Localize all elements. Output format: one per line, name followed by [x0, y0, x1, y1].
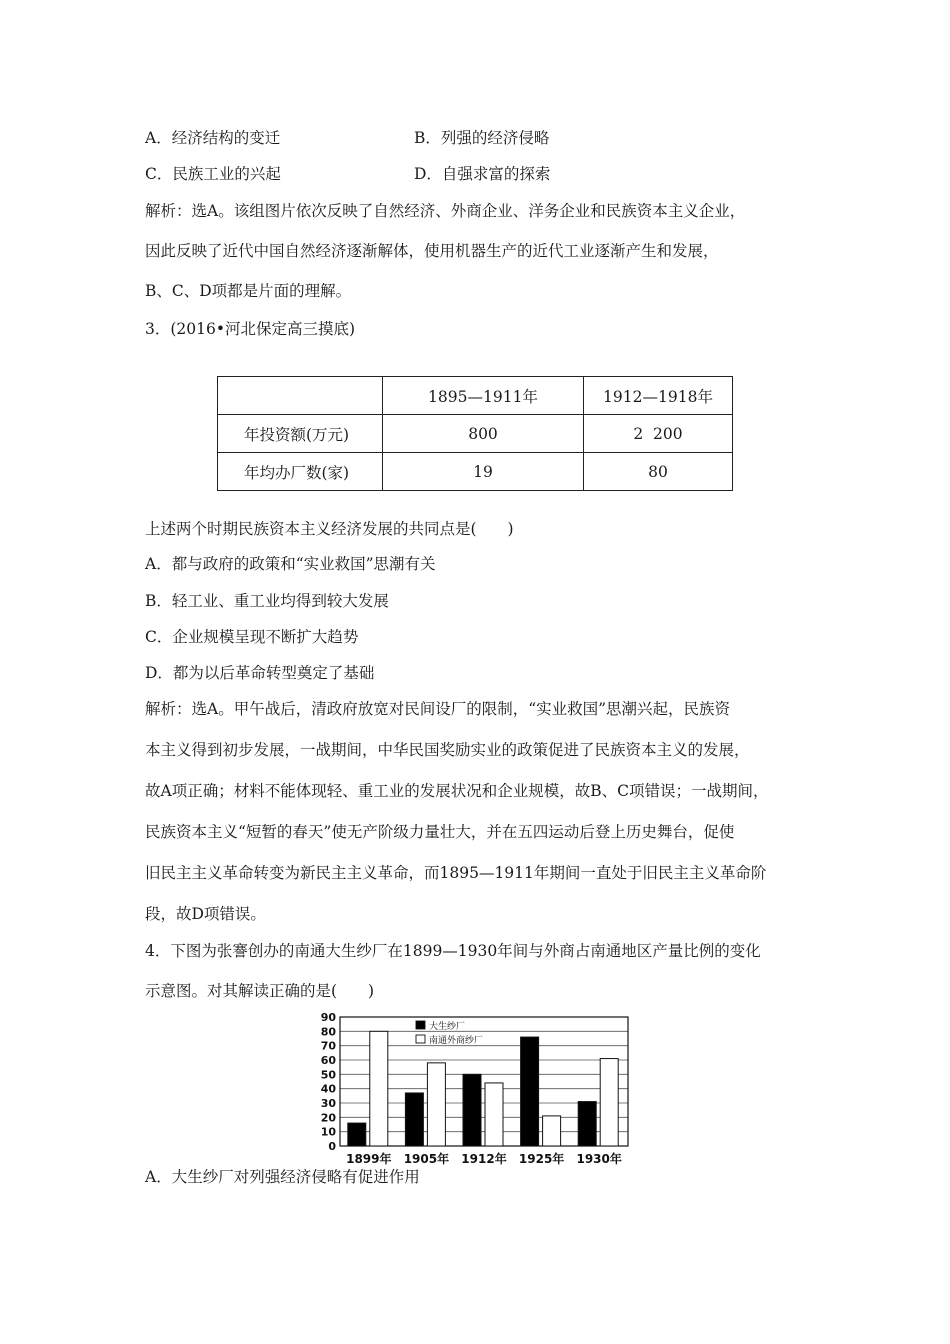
legend-label: 大生纱厂: [429, 1022, 466, 1032]
y-tick-label: 60: [320, 1054, 336, 1067]
legend-swatch: [416, 1021, 425, 1029]
bar-dasheng: [348, 1123, 366, 1146]
x-tick-label: 1925年: [518, 1152, 565, 1166]
table-row: [218, 453, 733, 491]
q2-analysis-line: 因此反映了近代中国自然经济逐渐解体，使用机器生产的近代工业逐渐产生和发展，: [145, 242, 719, 260]
y-tick-label: 30: [320, 1097, 336, 1110]
bar-foreign: [543, 1116, 561, 1146]
table-header-cell: 1895—1911年: [383, 377, 584, 415]
bar-dasheng: [521, 1037, 539, 1146]
q3-option-d: D．都为以后革命转型奠定了基础: [145, 664, 375, 682]
table-header-row: [218, 377, 733, 415]
bar-foreign: [485, 1083, 503, 1146]
q4-stem-line: 4．下图为张謇创办的南通大生纱厂在1899—1930年间与外商占南通地区产量比例的变化: [145, 942, 761, 960]
bar-dasheng: [463, 1074, 481, 1146]
q3-analysis-line: 解析：选A。甲午战后，清政府放宽对民间设厂的限制，“实业救国”思潮兴起，民族资: [145, 700, 731, 718]
q2-option-c: C．民族工业的兴起: [145, 165, 281, 183]
bar-foreign: [370, 1031, 388, 1146]
q2-analysis-line: 解析：选A。该组图片依次反映了自然经济、外商企业、洋务企业和民族资本主义企业，: [145, 202, 746, 220]
x-tick-label: 1912年: [461, 1152, 507, 1166]
market-share-bar-chart: [314, 1010, 634, 1168]
y-tick-label: 80: [320, 1025, 336, 1039]
bar-dasheng: [405, 1093, 423, 1146]
legend-swatch: [416, 1035, 425, 1043]
table-row: [218, 415, 733, 453]
q4-option-a: A．大生纱厂对列强经济侵略有促进作用: [145, 1168, 420, 1186]
legend-label: 南通外商纱厂: [429, 1036, 484, 1046]
q2-option-d: D．自强求富的探索: [414, 165, 551, 183]
q3-analysis-line: 故A项正确；材料不能体现轻、重工业的发展状况和企业规模，故B、C项错误；一战期间，: [145, 782, 769, 800]
q3-analysis-line: 民族资本主义“短暂的春天”使无产阶级力量壮大，并在五四运动后登上历史舞台，促使: [145, 823, 735, 841]
y-tick-label: 70: [320, 1039, 336, 1053]
y-tick-label: 20: [320, 1111, 336, 1125]
x-tick-label: 1905年: [403, 1152, 450, 1166]
bar-foreign: [600, 1059, 618, 1146]
table-cell: 2 200: [584, 415, 733, 453]
q2-analysis-line: B、C、D项都是片面的理解。: [145, 282, 352, 300]
q2-option-b: B．列强的经济侵略: [414, 129, 550, 147]
table-cell: 800: [383, 415, 584, 453]
q3-option-b: B．轻工业、重工业均得到较大发展: [145, 592, 389, 610]
y-tick-label: 90: [320, 1011, 336, 1024]
table-cell: 80: [584, 453, 733, 491]
y-tick-label: 40: [320, 1082, 336, 1096]
table-row-label: 年均办厂数(家): [218, 453, 383, 491]
table-cell: 19: [383, 453, 584, 491]
table-header-cell: [218, 377, 383, 415]
q3-analysis-line: 本主义得到初步发展，一战期间，中华民国奖励实业的政策促进了民族资本主义的发展，: [145, 741, 750, 759]
table-header-cell: 1912—1918年: [584, 377, 733, 415]
q3-analysis-line: 旧民主主义革命转变为新民主主义革命，而1895—1911年期间一直处于旧民主主义革命阶: [145, 864, 767, 882]
table-row-label: 年投资额(万元): [218, 415, 383, 453]
q3-header: 3．(2016•河北保定高三摸底): [145, 320, 356, 338]
y-tick-label: 10: [320, 1125, 336, 1139]
y-tick-label: 50: [320, 1068, 336, 1082]
x-tick-label: 1930年: [576, 1152, 622, 1166]
q3-option-a: A．都与政府的政策和“实业救国”思潮有关: [145, 555, 436, 573]
investment-table: [217, 376, 733, 491]
q2-option-a: A．经济结构的变迁: [145, 129, 281, 147]
x-tick-label: 1899年: [346, 1152, 392, 1166]
q3-option-c: C．企业规模呈现不断扩大趋势: [145, 628, 359, 646]
q3-analysis-line: 段，故D项错误。: [145, 905, 266, 923]
bar-dasheng: [578, 1102, 596, 1146]
q4-stem-line: 示意图。对其解读正确的是( ): [145, 982, 375, 1000]
y-tick-label: 0: [328, 1140, 336, 1153]
bar-foreign: [427, 1063, 445, 1146]
q3-question: 上述两个时期民族资本主义经济发展的共同点是( ): [145, 520, 514, 538]
